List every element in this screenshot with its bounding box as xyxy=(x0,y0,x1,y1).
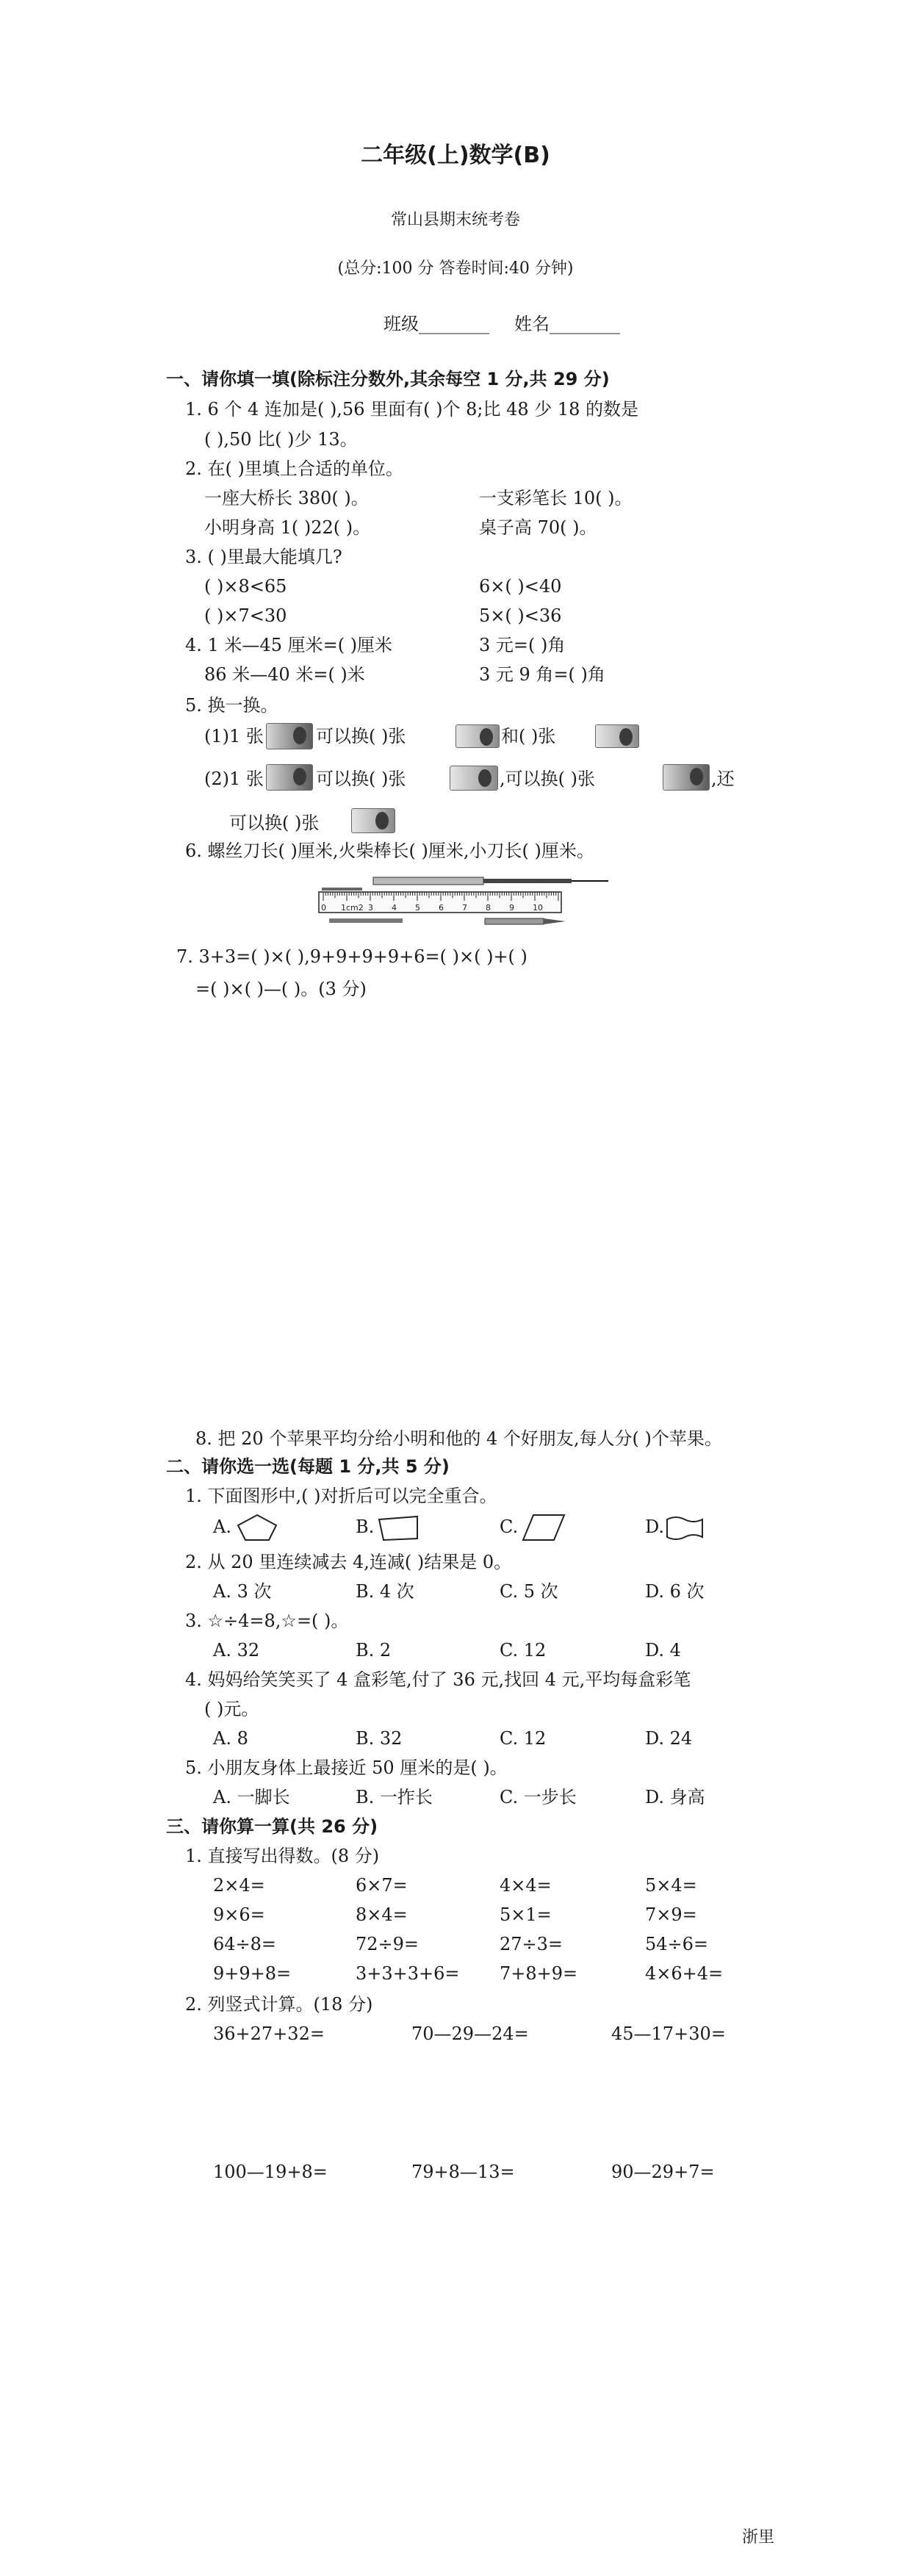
page-subtitle: 常山县期末统考卷 xyxy=(390,211,520,229)
s1-q4-a: 4. 1 米—45 厘米=( )厘米 xyxy=(185,635,393,655)
s1-q1-line1: 1. 6 个 4 连加是( ),56 里面有( )个 8;比 48 少 18 的数是 xyxy=(185,399,639,420)
banknote-20-yuan-icon xyxy=(450,766,498,791)
s1-q1-line2: ( ),50 比( )少 13。 xyxy=(204,429,358,450)
exam-info: (总分:100 分 答卷时间:40 分钟) xyxy=(337,259,574,278)
class-field: 班级________ xyxy=(384,314,489,334)
s1-q3-a: ( )×8<65 xyxy=(204,576,287,597)
section2-heading: 二、请你选一选(每题 1 分,共 5 分) xyxy=(166,1456,450,1477)
s2-q5-opt-d: D. 身高 xyxy=(645,1787,705,1807)
s2-q4-opt-c: C. 12 xyxy=(500,1728,547,1749)
direct-calc-cell: 2×4= xyxy=(213,1875,265,1896)
s2-q3-opt-d: D. 4 xyxy=(645,1640,681,1661)
footer-mark: 浙里 xyxy=(742,2528,775,2547)
s2-q2-opt-c: C. 5 次 xyxy=(500,1581,558,1602)
s1-q5-1b: 可以换( )张 xyxy=(316,726,406,746)
s2-q5: 5. 小朋友身体上最接近 50 厘米的是( )。 xyxy=(185,1757,508,1778)
direct-calc-cell: 7×9= xyxy=(645,1904,697,1925)
direct-calc-cell: 3+3+3+6= xyxy=(356,1963,460,1984)
s2-q4-opt-a: A. 8 xyxy=(213,1728,248,1749)
s1-q2-b: 一支彩笔长 10( )。 xyxy=(479,488,633,508)
s2-q1-opt-b: B. xyxy=(356,1517,375,1537)
ruler-tick-label: 8 xyxy=(486,903,491,913)
ruler-tick-label: 10 xyxy=(533,903,543,913)
ruler-tick-label: 0 xyxy=(321,903,326,913)
s1-q5-title: 5. 换一换。 xyxy=(185,695,278,716)
s1-q7-line1: 7. 3+3=( )×( ),9+9+9+9+6=( )×( )+( ) xyxy=(176,946,527,967)
s2-q3-opt-a: A. 32 xyxy=(213,1640,260,1661)
ruler-tick-label: 3 xyxy=(368,903,373,913)
s2-q1: 1. 下面图形中,( )对折后可以完全重合。 xyxy=(185,1486,497,1506)
banknote-10-yuan-icon xyxy=(663,764,710,791)
s3-q2: 2. 列竖式计算。(18 分) xyxy=(185,1994,373,2015)
direct-calc-cell: 9×6= xyxy=(213,1904,265,1925)
direct-calc-cell: 9+9+8= xyxy=(213,1963,292,1984)
s2-q1-opt-d: D. xyxy=(645,1517,665,1537)
s1-q2-a: 一座大桥长 380( )。 xyxy=(204,488,369,508)
direct-calc-cell: 27÷3= xyxy=(500,1934,563,1954)
s2-q3: 3. ☆÷4=8,☆=( )。 xyxy=(185,1611,349,1631)
s1-q5-1c: 和( )张 xyxy=(501,726,556,746)
s2-q4-opt-b: B. 32 xyxy=(356,1728,403,1749)
direct-calc-cell: 7+8+9= xyxy=(500,1963,578,1984)
s1-q7-line2: =( )×( )—( )。(3 分) xyxy=(195,979,367,999)
section1-heading: 一、请你填一填(除标注分数外,其余每空 1 分,共 29 分) xyxy=(166,369,610,389)
s2-q1-opt-a: A. xyxy=(213,1517,231,1537)
vertical-calc-item: 45—17+30= xyxy=(611,2023,726,2044)
s2-q4-line1: 4. 妈妈给笑笑买了 4 盒彩笔,付了 36 元,找回 4 元,平均每盒彩笔 xyxy=(185,1669,691,1690)
s2-q2: 2. 从 20 里连续减去 4,连减( )结果是 0。 xyxy=(185,1552,512,1572)
s1-q4-d: 3 元 9 角=( )角 xyxy=(479,664,605,685)
s1-q4-c: 86 米—40 米=( )米 xyxy=(204,664,365,685)
s1-q3-c: ( )×7<30 xyxy=(204,605,287,626)
vertical-calc-item: 90—29+7= xyxy=(611,2162,715,2182)
direct-calc-cell: 5×1= xyxy=(500,1904,552,1925)
s2-q4-opt-d: D. 24 xyxy=(645,1728,693,1749)
ruler-tick-label: 7 xyxy=(462,903,467,913)
vertical-calc-item: 70—29—24= xyxy=(411,2023,529,2044)
direct-calc-cell: 4×4= xyxy=(500,1875,552,1896)
direct-calc-cell: 5×4= xyxy=(645,1875,697,1896)
section3-heading: 三、请你算一算(共 26 分) xyxy=(166,1816,378,1837)
direct-calc-cell: 54÷6= xyxy=(645,1934,709,1954)
direct-calc-cell: 4×6+4= xyxy=(645,1963,724,1984)
s1-q8: 8. 把 20 个苹果平均分给小明和他的 4 个好朋友,每人分( )个苹果。 xyxy=(195,1428,722,1449)
s1-q2-d: 桌子高 70( )。 xyxy=(479,517,597,538)
ruler-tick-label: 9 xyxy=(509,903,514,913)
vertical-calc-item: 79+8—13= xyxy=(411,2162,515,2182)
s1-q3-d: 5×( )<36 xyxy=(479,605,562,626)
banknote-10-yuan-icon xyxy=(266,723,313,749)
s2-q3-opt-b: B. 2 xyxy=(356,1640,392,1661)
banknote-5-yuan-icon xyxy=(351,808,395,833)
s1-q5-2c: ,可以换( )张 xyxy=(500,769,595,789)
s1-q3-title: 3. ( )里最大能填几? xyxy=(185,547,342,567)
ruler-tick-label: 5 xyxy=(415,903,420,913)
pentagon-shape-icon xyxy=(235,1512,279,1543)
s2-q2-opt-b: B. 4 次 xyxy=(356,1581,414,1602)
name-field: 姓名________ xyxy=(514,314,620,334)
flag-shape-icon xyxy=(664,1514,705,1541)
banknote-50-yuan-icon xyxy=(266,764,313,791)
s1-q2-c: 小明身高 1( )22( )。 xyxy=(204,517,371,538)
s1-q6: 6. 螺丝刀长( )厘米,火柴棒长( )厘米,小刀长( )厘米。 xyxy=(185,841,594,861)
vertical-calc-item: 36+27+32= xyxy=(213,2023,325,2044)
s2-q5-opt-b: B. 一拃长 xyxy=(356,1787,433,1807)
s1-q4-b: 3 元=( )角 xyxy=(479,635,566,655)
direct-calc-cell: 72÷9= xyxy=(356,1934,420,1954)
s1-q3-b: 6×( )<40 xyxy=(479,576,562,597)
ruler-tick-label: 1cm2 xyxy=(341,903,364,913)
s1-q5-2d: ,还 xyxy=(711,769,735,789)
s2-q2-opt-a: A. 3 次 xyxy=(213,1581,272,1602)
s1-q2-title: 2. 在( )里填上合适的单位。 xyxy=(185,458,403,479)
s2-q5-opt-a: A. 一脚长 xyxy=(213,1787,290,1807)
direct-calc-cell: 64÷8= xyxy=(213,1934,277,1954)
s1-q5-1a: (1)1 张 xyxy=(204,726,264,746)
page-title: 二年级(上)数学(B) xyxy=(361,143,550,168)
vertical-calc-item: 100—19+8= xyxy=(213,2162,328,2182)
ruler-tick-label: 4 xyxy=(392,903,397,913)
s1-q5-3a: 可以换( )张 xyxy=(229,813,320,833)
s2-q5-opt-c: C. 一步长 xyxy=(500,1787,577,1807)
s1-q5-2b: 可以换( )张 xyxy=(316,769,406,789)
s1-q5-2a: (2)1 张 xyxy=(204,769,264,789)
banknote-1-yuan-icon xyxy=(595,724,639,748)
ruler-figure xyxy=(316,873,610,933)
trapezoid-shape-icon xyxy=(376,1514,420,1543)
s2-q4-line2: ( )元。 xyxy=(204,1699,259,1719)
banknote-5-yuan-icon xyxy=(455,724,500,748)
ruler-tick-label: 6 xyxy=(439,903,444,913)
s2-q1-opt-c: C. xyxy=(500,1517,519,1537)
s2-q2-opt-d: D. 6 次 xyxy=(645,1581,705,1602)
s2-q3-opt-c: C. 12 xyxy=(500,1640,547,1661)
direct-calc-cell: 6×7= xyxy=(356,1875,408,1896)
parallelogram-shape-icon xyxy=(520,1512,567,1543)
direct-calc-cell: 8×4= xyxy=(356,1904,408,1925)
s3-q1: 1. 直接写出得数。(8 分) xyxy=(185,1846,380,1866)
